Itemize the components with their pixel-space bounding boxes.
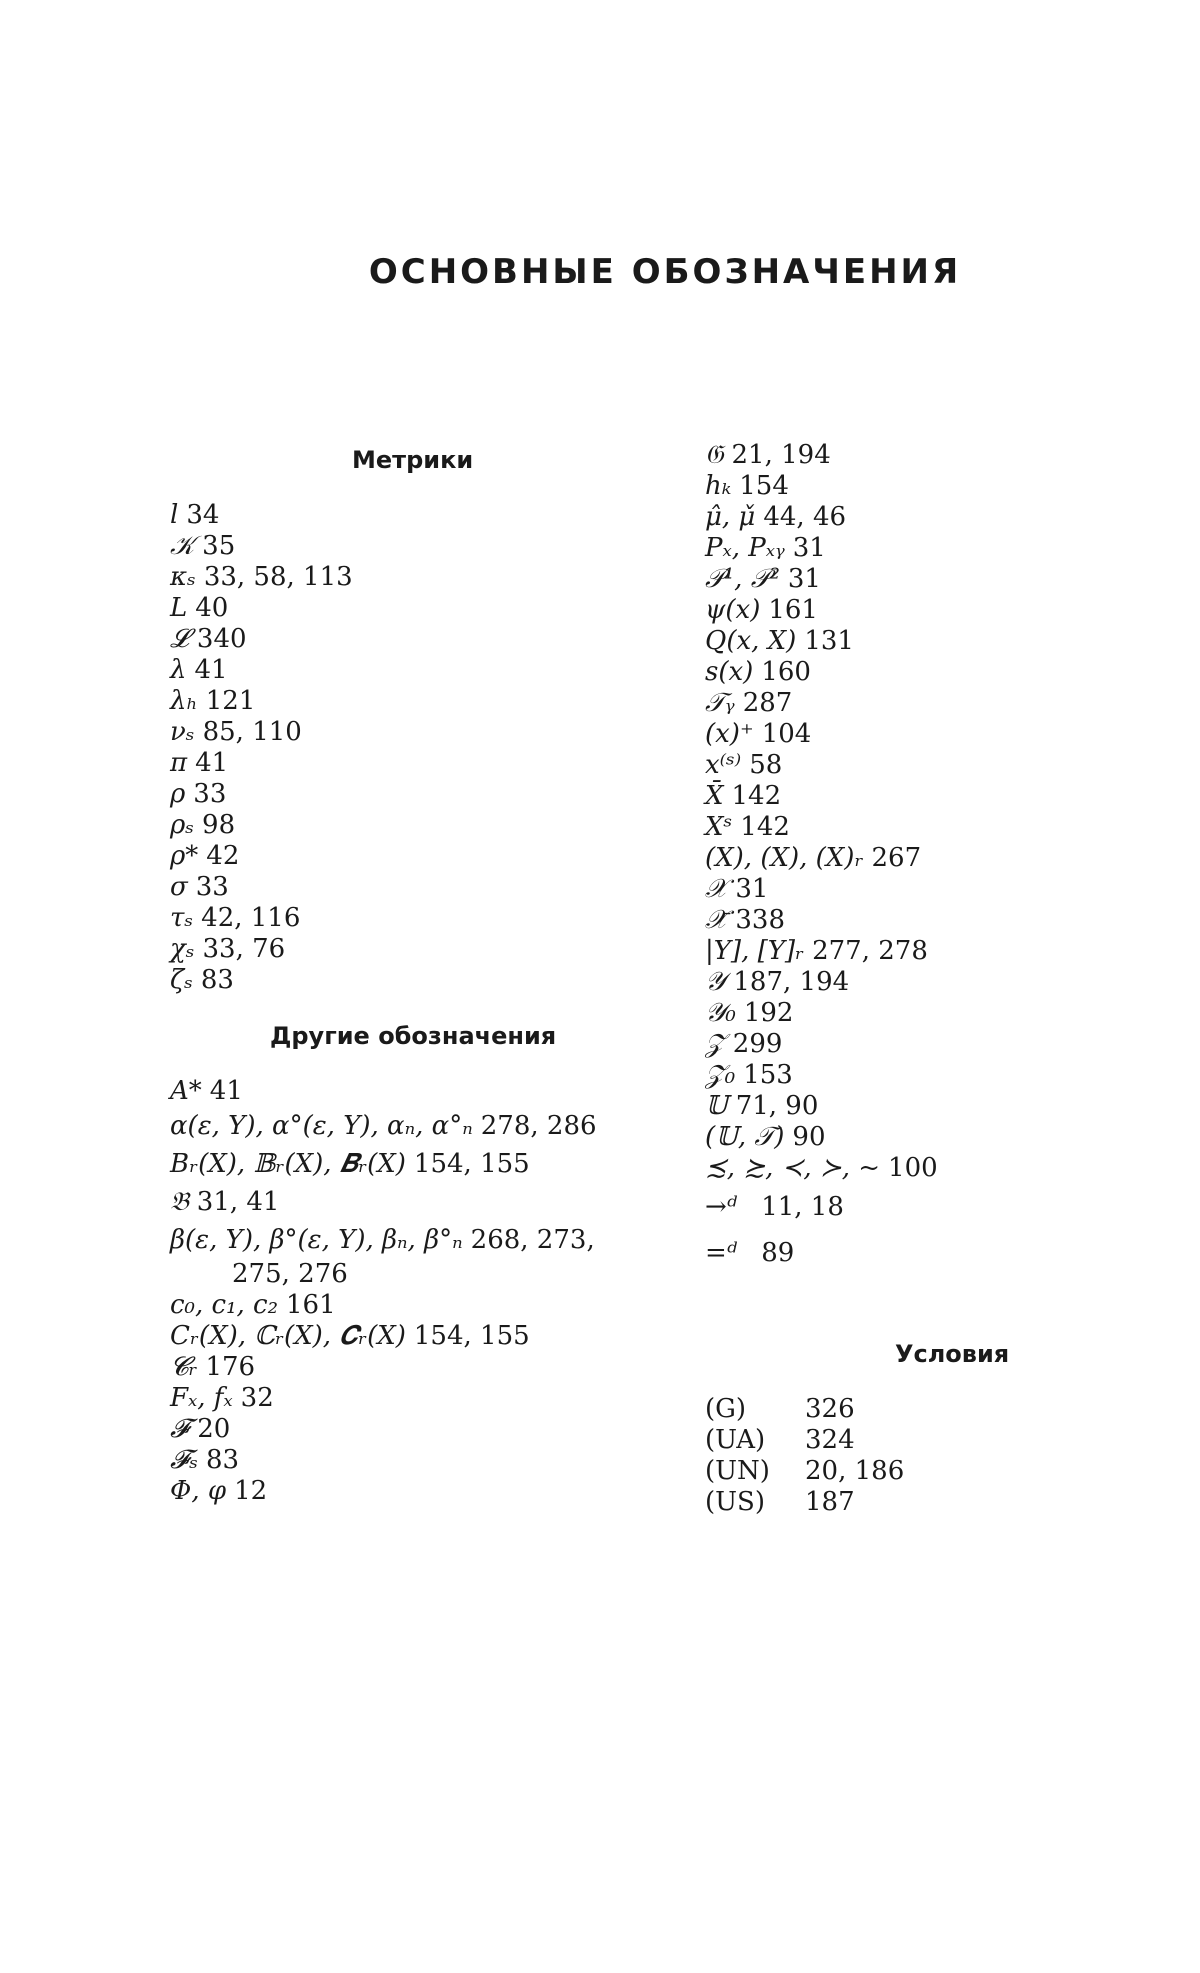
entry-page-refs: 11, 18 (761, 1192, 844, 1222)
entry-page-refs: 33 (193, 779, 227, 809)
entry-page-refs: 89 (761, 1238, 795, 1268)
entry-page-refs: 71, 90 (735, 1091, 819, 1121)
entry-symbol: λ (170, 655, 187, 685)
list-item (170, 686, 353, 717)
entry-symbol: λₕ (170, 686, 198, 716)
section-heading-conditions: Условия (895, 1340, 1010, 1368)
entry-page-refs: 44, 46 (763, 502, 847, 532)
entry-page-refs: 41 (209, 1076, 243, 1106)
entry-symbol: 𝒵₀ (705, 1060, 736, 1090)
entry-symbol: (𝕌, 𝒯) (705, 1122, 785, 1152)
entry-symbol: (G) (705, 1394, 747, 1424)
list-item (170, 1383, 597, 1414)
entry-symbol: α(ε, Y), α°(ε, Y), αₙ, α°ₙ (170, 1111, 473, 1141)
list-item (170, 810, 353, 841)
entry-page-refs: 33 (195, 872, 229, 902)
list-item (705, 967, 938, 998)
list-item (705, 874, 938, 905)
list-item (705, 564, 938, 595)
list-item (705, 688, 938, 719)
entry-page-refs: 12 (234, 1476, 268, 1506)
list-item (705, 1029, 938, 1060)
entry-page-refs: 31, 41 (196, 1187, 280, 1217)
list-item (705, 812, 938, 843)
entry-page-refs: 324 (805, 1425, 855, 1455)
entry-symbol: 𝒳 (705, 874, 728, 904)
list-item (170, 903, 353, 934)
entry-symbol: (UN) (705, 1456, 770, 1486)
entry-page-refs: 83 (205, 1445, 240, 1475)
entry-page-refs: 154 (739, 471, 789, 501)
list-item (705, 1153, 938, 1184)
entry-page-refs: 275, 276 (232, 1259, 348, 1289)
entry-page-refs: 34 (186, 500, 220, 530)
entry-symbol: Cᵣ(X), ℂᵣ(X), 𝑪ᵣ(X) (170, 1321, 406, 1351)
entry-page-refs: 98 (202, 810, 236, 840)
entry-symbol: (X), (X), (X)ᵣ (705, 843, 864, 873)
list-item (170, 1183, 597, 1221)
list-item (705, 781, 938, 812)
list-item (705, 1060, 938, 1091)
list-item (705, 998, 938, 1029)
entry-page-refs: 160 (761, 657, 811, 687)
list-item (170, 748, 353, 779)
list-item (170, 1321, 597, 1352)
entry-symbol: 𝓒ᵣ (170, 1352, 198, 1382)
list-item (170, 1352, 597, 1383)
entry-page-refs: 35 (202, 531, 236, 561)
entry-symbol: τₛ (170, 903, 194, 933)
entry-symbol: 𝔅 (170, 1187, 189, 1217)
list-item (705, 1091, 938, 1122)
entry-symbol: β(ε, Y), β°(ε, Y), βₙ, β°ₙ (170, 1225, 463, 1255)
entry-page-refs: 33, 76 (202, 934, 286, 964)
list-item (705, 533, 938, 564)
entry-symbol: c₀, c₁, c₂ (170, 1290, 279, 1320)
entry-symbol: Φ, φ (170, 1476, 227, 1506)
entry-page-refs: 340 (196, 624, 247, 654)
list-item (705, 750, 938, 781)
entry-symbol: s(x) (705, 657, 754, 687)
entry-symbol: =ᵈ (705, 1238, 738, 1268)
section-heading-metrics: Метрики (352, 446, 474, 474)
list-item (170, 593, 353, 624)
list-item (170, 1145, 597, 1183)
entry-page-refs: 299 (732, 1029, 783, 1059)
entry-symbol: χₛ (170, 934, 195, 964)
list-item (170, 1414, 597, 1445)
entry-page-refs: 142 (740, 812, 790, 842)
metrics-list (170, 500, 353, 996)
entry-symbol: Pₓ, Pₓᵧ (705, 533, 785, 563)
entry-page-refs: 85, 110 (202, 717, 302, 747)
entry-symbol: x⁽ˢ⁾ (705, 750, 742, 780)
entry-page-refs: 267 (871, 843, 922, 873)
entry-page-refs: 33, 58, 113 (203, 562, 353, 592)
entry-symbol: L (170, 593, 188, 623)
entry-page-refs: 287 (742, 688, 793, 718)
entry-page-refs: 21, 194 (731, 440, 831, 470)
list-item (705, 1230, 938, 1276)
entry-page-refs: 161 (768, 595, 818, 625)
entry-symbol: Q(x, X) (705, 626, 797, 656)
entry-page-refs: 268, 273, (470, 1225, 595, 1255)
entry-symbol: κₛ (170, 562, 196, 592)
entry-page-refs: 277, 278 (812, 936, 928, 966)
entry-page-refs: 41 (194, 655, 228, 685)
entry-symbol: 𝒴 (705, 967, 726, 997)
entry-symbol: σ (170, 872, 188, 902)
entry-symbol: 𝒦 (170, 531, 195, 561)
entry-symbol: ρ* (170, 841, 199, 871)
entry-symbol: 𝒵 (705, 1029, 725, 1059)
entry-symbol: Bᵣ(X), 𝔹ᵣ(X), 𝑩ᵣ(X) (170, 1149, 406, 1179)
entry-page-refs: 187 (805, 1487, 855, 1517)
list-item (170, 531, 353, 562)
entry-page-refs: 58 (749, 750, 783, 780)
entry-symbol: l (170, 500, 179, 530)
entry-page-refs: 142 (731, 781, 782, 811)
entry-symbol: μ̂, μ̌ (705, 502, 756, 532)
entry-page-refs: 32 (240, 1383, 274, 1413)
entry-symbol: Xˢ (705, 812, 733, 842)
entry-page-refs: 40 (195, 593, 229, 623)
list-item (170, 562, 353, 593)
entry-symbol: π (170, 748, 188, 778)
entry-page-refs: 42, 116 (201, 903, 301, 933)
entry-symbol: 𝕌 (705, 1091, 728, 1121)
entry-symbol: 𝒴₀ (705, 998, 736, 1028)
entry-symbol: ≾, ≿, ≺, ≻, ~ (705, 1153, 881, 1183)
list-item (705, 1394, 904, 1425)
entry-symbol: Fₓ, fₓ (170, 1383, 233, 1413)
entry-symbol: hₖ (705, 471, 732, 501)
entry-symbol: A* (170, 1076, 202, 1106)
list-item (705, 502, 938, 533)
notations-list-continued (705, 440, 938, 1276)
list-item (170, 1221, 597, 1259)
entry-page-refs: 326 (805, 1394, 855, 1424)
entry-symbol: 𝔊 (705, 440, 724, 470)
entry-symbol: ζₛ (170, 965, 193, 995)
list-item (705, 936, 938, 967)
entry-page-refs: 31 (792, 533, 826, 563)
list-item (170, 1476, 597, 1507)
entry-symbol: 𝒯ᵧ (705, 688, 735, 718)
entry-page-refs: 31 (735, 874, 769, 904)
entry-symbol: (UA) (705, 1425, 766, 1455)
entry-page-refs: 187, 194 (733, 967, 850, 997)
entry-symbol: 𝒫¹, 𝒫² (705, 564, 780, 594)
entry-page-refs: 41 (195, 748, 229, 778)
list-item (170, 624, 353, 655)
list-item (705, 905, 938, 936)
entry-symbol: 𝓕ₛ (170, 1445, 198, 1475)
list-item (170, 717, 353, 748)
list-item (170, 655, 353, 686)
list-item (170, 934, 353, 965)
list-item (705, 1122, 938, 1153)
entry-page-refs: 104 (761, 719, 812, 749)
list-item (705, 719, 938, 750)
entry-page-refs: 90 (792, 1122, 826, 1152)
entry-page-refs: 131 (804, 626, 854, 656)
list-item (170, 841, 353, 872)
entry-page-refs: 338 (735, 905, 786, 935)
entry-page-refs: 100 (888, 1153, 938, 1183)
entry-page-refs: 83 (200, 965, 234, 995)
entry-symbol: (x)⁺ (705, 719, 754, 749)
list-item-continuation (170, 1259, 597, 1290)
entry-symbol: ρₛ (170, 810, 195, 840)
entry-page-refs: 154, 155 (413, 1321, 530, 1351)
entry-page-refs: 42 (206, 841, 240, 871)
other-notations-list (170, 1076, 597, 1507)
list-item (705, 1456, 904, 1487)
list-item (170, 872, 353, 903)
conditions-list (705, 1394, 904, 1518)
list-item (705, 1184, 938, 1230)
entry-symbol: X̄ (705, 781, 724, 811)
list-item (170, 1107, 597, 1145)
entry-page-refs: 121 (205, 686, 256, 716)
list-item (705, 1425, 904, 1456)
entry-symbol: |Y], [Y]ᵣ (705, 936, 805, 966)
entry-page-refs: 278, 286 (480, 1111, 597, 1141)
entry-symbol: ψ(x) (705, 595, 761, 625)
list-item (705, 657, 938, 688)
entry-symbol: 𝓕 (170, 1414, 190, 1444)
entry-page-refs: 153 (743, 1060, 793, 1090)
page-title: ОСНОВНЫЕ ОБОЗНАЧЕНИЯ (368, 252, 962, 292)
list-item (705, 595, 938, 626)
list-item (705, 843, 938, 874)
list-item (170, 1290, 597, 1321)
list-item (170, 1445, 597, 1476)
entry-symbol: →ᵈ (705, 1192, 738, 1222)
list-item (705, 440, 938, 471)
entry-symbol: νₛ (170, 717, 195, 747)
entry-page-refs: 20, 186 (805, 1456, 905, 1486)
list-item (705, 1487, 904, 1518)
entry-page-refs: 161 (286, 1290, 336, 1320)
entry-page-refs: 192 (743, 998, 794, 1028)
entry-page-refs: 176 (205, 1352, 256, 1382)
entry-symbol: ρ (170, 779, 186, 809)
list-item (705, 471, 938, 502)
entry-page-refs: 20 (197, 1414, 231, 1444)
entry-symbol: 𝒳̄ (705, 905, 728, 935)
list-item (170, 965, 353, 996)
entry-symbol: 𝓛 (170, 624, 189, 654)
entry-page-refs: 31 (787, 564, 821, 594)
list-item (705, 626, 938, 657)
list-item (170, 500, 353, 531)
list-item (170, 779, 353, 810)
section-heading-other: Другие обозначения (270, 1022, 557, 1050)
list-item (170, 1076, 597, 1107)
entry-symbol: (US) (705, 1487, 766, 1517)
entry-page-refs: 154, 155 (413, 1149, 530, 1179)
